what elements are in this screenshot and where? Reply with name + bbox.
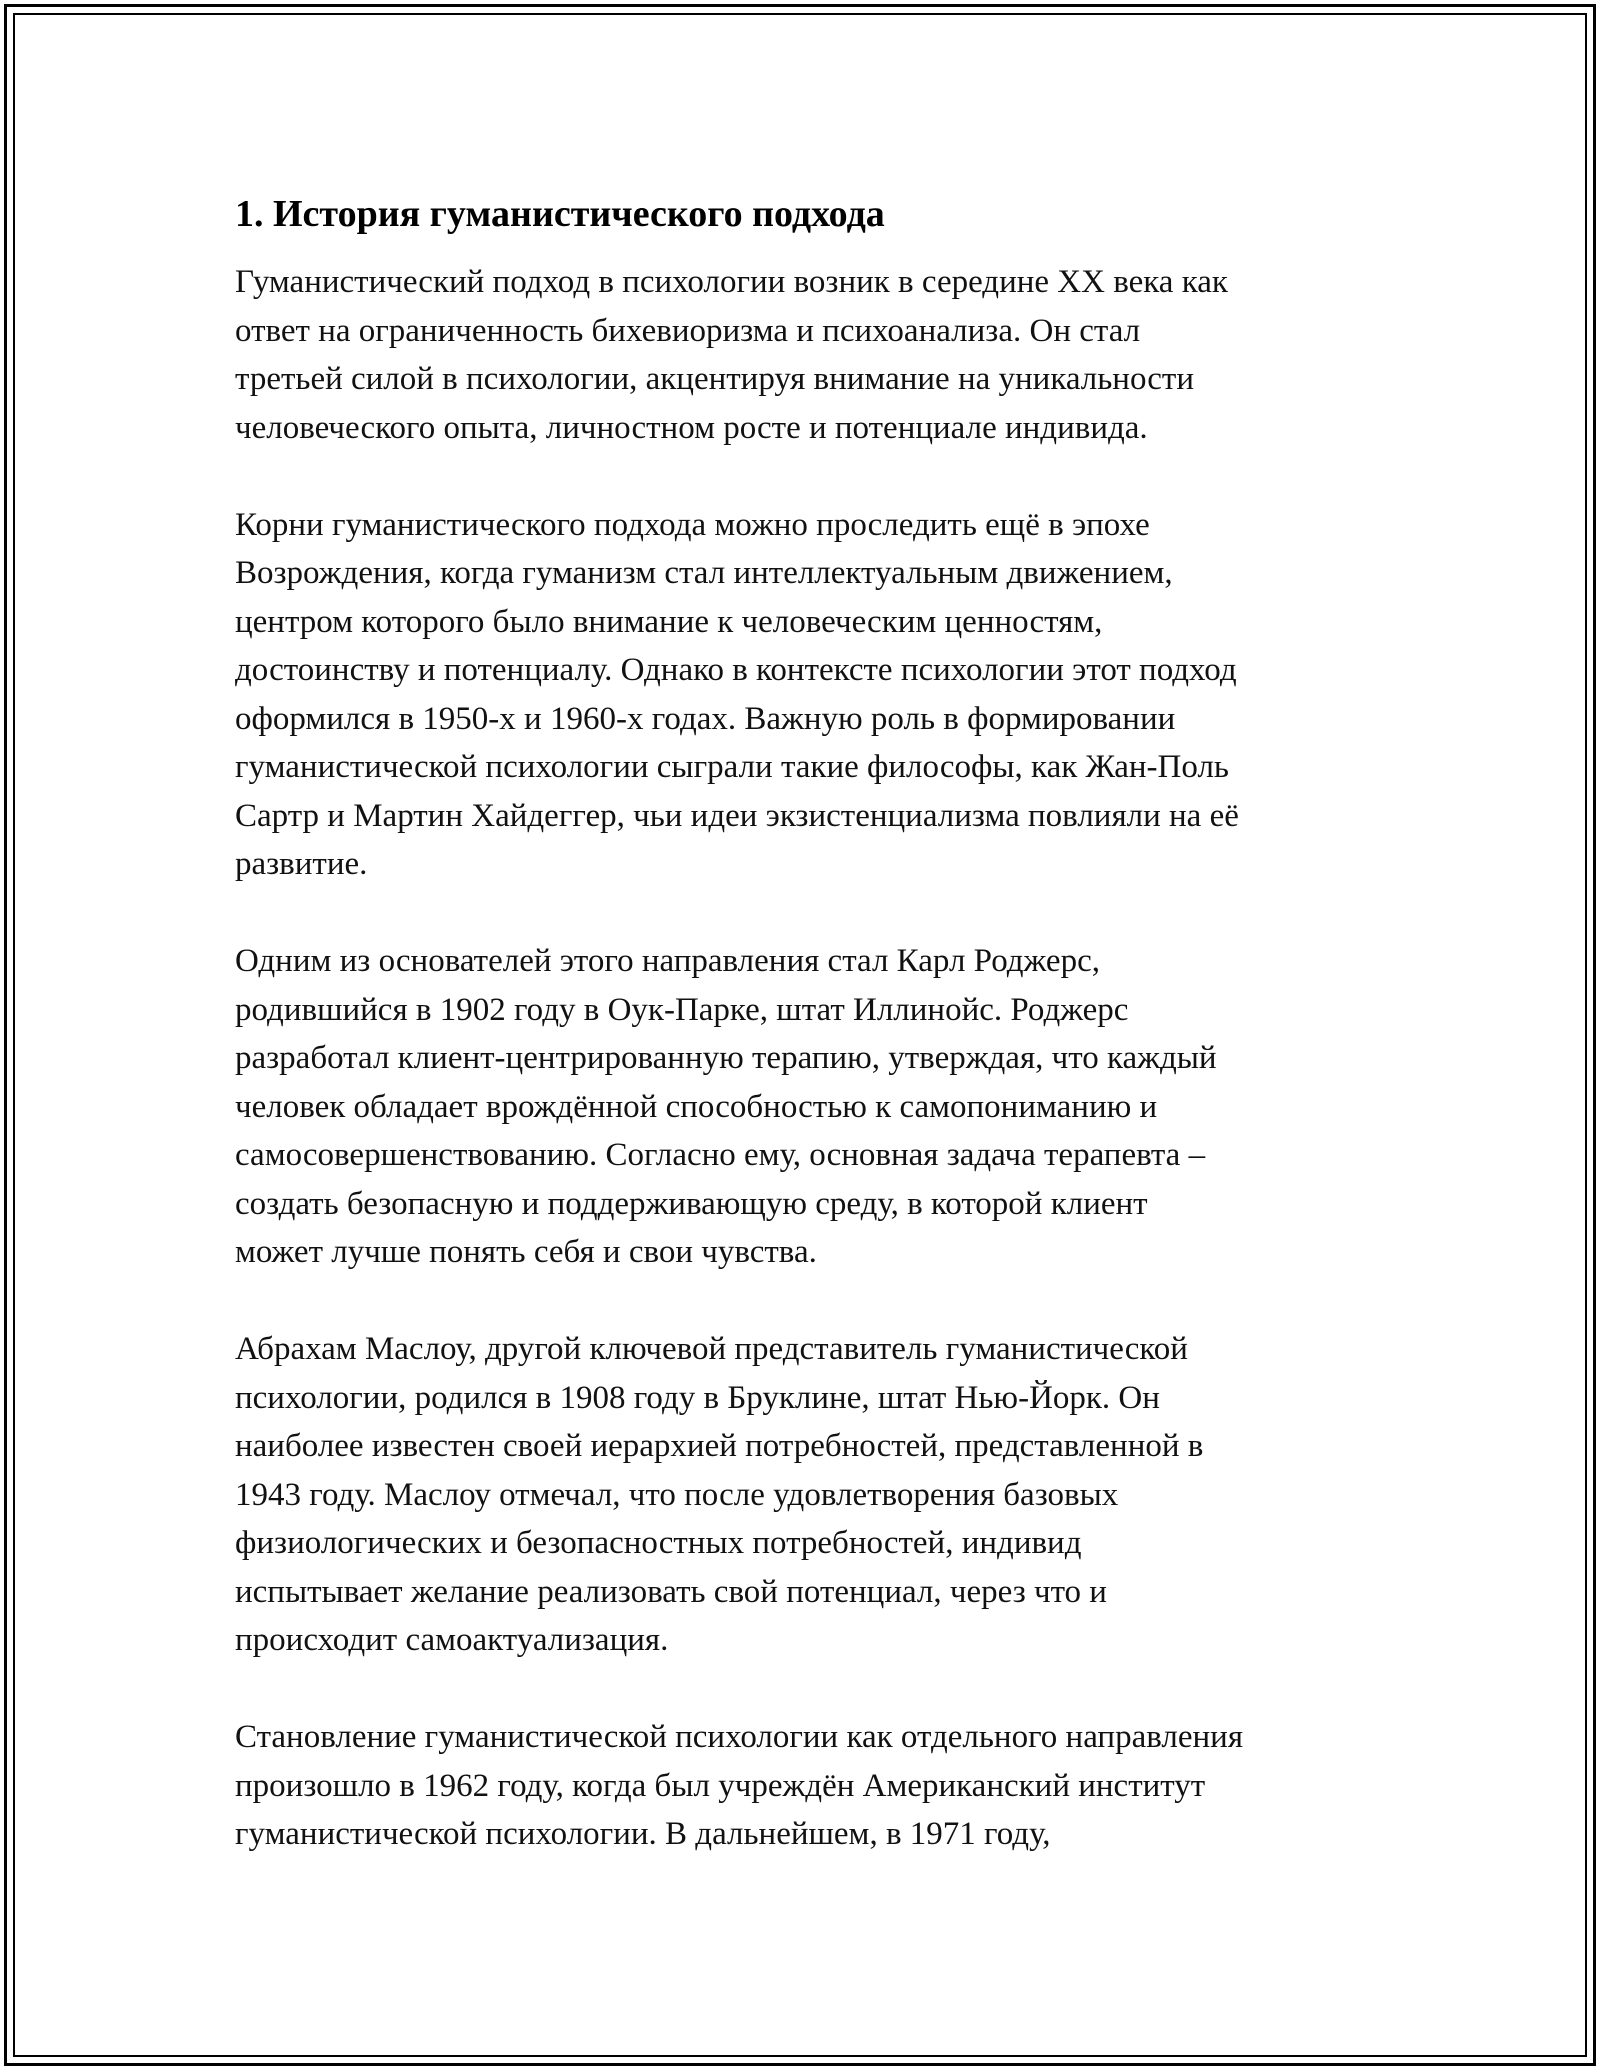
paragraph-line: ответ на ограниченность бихевиоризма и психоанализа. Он стал: [235, 312, 1141, 349]
paragraph-line: Абрахам Маслоу, другой ключевой представитель гуманистической: [235, 1331, 1188, 1367]
paragraph-line: Корни гуманистического подхода можно проследить ещё в эпохе: [235, 506, 1150, 543]
paragraph-line: Сартр и Мартин Хайдеггер, чьи идеи экзистенциализма повлияли на её: [235, 797, 1239, 834]
paragraph-line: достоинству и потенциалу. Однако в контексте психологии этот подход: [235, 652, 1237, 688]
paragraph-line: наиболее известен своей иерархией потребностей, представленной в: [235, 1428, 1204, 1464]
paragraph-line: гуманистической психологии сыграли такие философы, как Жан-Поль: [235, 749, 1229, 785]
paragraph-line: разработал клиент-центрированную терапию, утверждая, что каждый: [235, 1040, 1217, 1076]
paragraph-line: оформился в 1950-х и 1960-х годах. Важную роль в формировании: [235, 700, 1176, 737]
paragraph-line: испытывает желание реализовать свой потенциал, через что и: [235, 1573, 1107, 1610]
paragraph-1: [235, 258, 1365, 452]
paragraph-line: самосовершенствованию. Согласно ему, основная задача терапевта –: [235, 1137, 1206, 1173]
section-title: 1. История гуманистического подхода: [235, 193, 885, 235]
paragraph-line: происходит самоактуализация.: [235, 1622, 669, 1658]
paragraph-line: центром которого было внимание к человеческим ценностям,: [235, 603, 1103, 640]
paragraph-line: развитие.: [235, 846, 368, 882]
paragraph-line: третьей силой в психологии, акцентируя внимание на уникальности: [235, 361, 1195, 397]
paragraph-2: [235, 501, 1365, 889]
paragraph-line: Гуманистический подход в психологии возник в середине XX века как: [235, 264, 1228, 300]
paragraph-3: [235, 937, 1365, 1277]
paragraph-line: Одним из основателей этого направления стал Карл Роджерс,: [235, 943, 1100, 979]
paragraph-line: Становление гуманистической психологии как отдельного направления: [235, 1719, 1243, 1755]
paragraph-line: человек обладает врождённой способностью к самопониманию и: [235, 1088, 1158, 1125]
paragraph-line: физиологических и безопасностных потребностей, индивид: [235, 1525, 1082, 1561]
paragraph-4: [235, 1325, 1365, 1665]
paragraph-line: человеческого опыта, личностном росте и потенциале индивида.: [235, 409, 1148, 446]
document-body: [235, 188, 1365, 1859]
paragraph-line: может лучше понять себя и свои чувства.: [235, 1234, 817, 1270]
paragraph-line: Возрождения, когда гуманизм стал интеллектуальным движением,: [235, 555, 1173, 591]
paragraph-5: [235, 1713, 1365, 1859]
paragraph-line: 1943 году. Маслоу отмечал, что после удовлетворения базовых: [235, 1476, 1119, 1513]
paragraph-line: произошло в 1962 году, когда был учреждён Американский институт: [235, 1767, 1206, 1804]
paragraph-line: создать безопасную и поддерживающую среду, в которой клиент: [235, 1185, 1148, 1222]
paragraph-line: психологии, родился в 1908 году в Бруклине, штат Нью-Йорк. Он: [235, 1379, 1160, 1416]
paragraph-line: родившийся в 1902 году в Оук-Парке, штат Иллинойс. Роджерс: [235, 991, 1129, 1028]
paragraph-line: гуманистической психологии. В дальнейшем, в 1971 году,: [235, 1816, 1051, 1852]
